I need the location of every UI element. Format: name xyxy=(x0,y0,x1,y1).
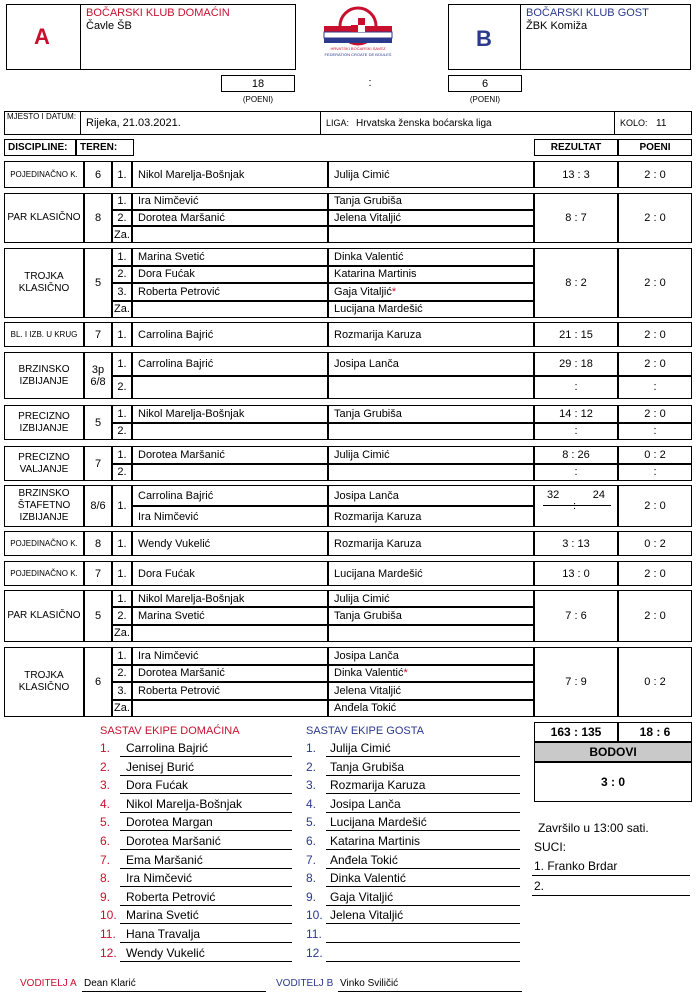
player-number: 1. xyxy=(112,161,132,188)
total-result xyxy=(534,722,618,742)
home-roster-player: Roberta Petrović xyxy=(126,889,216,904)
guest-roster-number: 7. xyxy=(306,852,317,867)
guest-player: Gaja Vitaljić * xyxy=(328,283,534,301)
guest-player: Josipa Lanča xyxy=(328,352,534,376)
discipline-cell xyxy=(4,446,84,481)
player-number: Za. xyxy=(112,625,132,642)
result-cell: 8 : 7 xyxy=(534,193,618,243)
player-number: 2. xyxy=(112,423,132,441)
total-points-value: 18 : 6 xyxy=(639,725,671,739)
home-roster-number: 6. xyxy=(100,834,111,848)
result-cell: 13 : 3 xyxy=(534,161,618,188)
player-number: 1. xyxy=(112,647,132,665)
teren-cell xyxy=(84,405,112,440)
guest-points-box xyxy=(448,75,522,92)
discipline-label: TROJKA KLASIČNO xyxy=(18,670,70,693)
home-player: Carrolina Bajrić xyxy=(132,322,328,347)
guest-roster-player: Dinka Valentić xyxy=(330,871,406,886)
guest-roster-player: Rozmarija Karuza xyxy=(330,778,426,793)
substitution-mark: * xyxy=(403,667,408,680)
home-points: 18 xyxy=(251,77,265,90)
home-player: Dora Fućak xyxy=(132,561,328,586)
points-cell: 2 : 0 xyxy=(618,248,692,318)
home-roster-number: 8. xyxy=(100,871,111,886)
teren-value: 3p 6/8 xyxy=(90,363,106,388)
teren-value: 5 xyxy=(94,277,102,289)
home-roster-number: 5. xyxy=(100,815,111,830)
round-value: 11 xyxy=(656,117,667,129)
guest-player: Julija Cimić xyxy=(328,446,534,464)
player-number: 2. xyxy=(112,376,132,400)
home-roster-player: Carrolina Bajrić xyxy=(126,741,209,755)
home-roster-number: 11. xyxy=(100,927,116,941)
guest-player: Rozmarija Karuza xyxy=(328,506,534,527)
points-cell: 2 : 0 xyxy=(618,485,692,527)
judge-2: 2. xyxy=(534,879,545,893)
teren-cell xyxy=(84,248,112,318)
teren-value: 6 xyxy=(94,676,102,688)
home-roster-player: Nikol Marelja-Bošnjak xyxy=(126,796,243,811)
guest-player: Josipa Lanča xyxy=(328,647,534,665)
home-points-label: (POENI) xyxy=(242,95,274,104)
home-player: Carrolina Bajrić xyxy=(132,485,328,506)
discipline-cell xyxy=(4,161,84,188)
league-label: LIGA: xyxy=(326,118,350,128)
discipline-label: POJEDINAČNO K. xyxy=(10,170,78,179)
guest-roster-player: Julija Cimić xyxy=(330,741,391,755)
home-roster-player: Marina Svetić xyxy=(126,908,199,923)
home-roster-number: 9. xyxy=(100,889,111,904)
guest-player: Katarina Martinis xyxy=(328,266,534,284)
discipline-cell xyxy=(4,485,84,527)
points-cell: : xyxy=(618,423,692,441)
home-team-title: SASTAV EKIPE DOMAĆINA xyxy=(100,725,240,737)
guest-roster-player: Katarina Martinis xyxy=(330,834,421,848)
home-roster-number: 12. xyxy=(100,945,117,960)
judges-label: SUCI: xyxy=(534,840,567,854)
teren-cell xyxy=(84,161,112,188)
result-cell: 32 24 : xyxy=(534,485,618,527)
bodovi-value: 3 : 0 xyxy=(600,775,625,789)
home-player xyxy=(132,423,328,441)
guest-roster-number: 5. xyxy=(306,815,317,830)
home-letter: A xyxy=(34,24,50,49)
home-roster-player: Ema Maršanić xyxy=(126,852,203,867)
result-cell: 13 : 0 xyxy=(534,561,618,586)
home-player xyxy=(132,226,328,243)
teren-value: 8/6 xyxy=(90,500,106,512)
discipline-label: POJEDINAČNO K. xyxy=(10,569,78,578)
league-value: Hrvatska ženska boćarska liga xyxy=(356,117,492,129)
guest-player: Tanja Grubiša xyxy=(328,607,534,624)
guest-roster-number: 8. xyxy=(306,871,317,886)
guest-player: Josipa Lanča xyxy=(328,485,534,506)
disciplines-label: DISCIPLINE: xyxy=(8,142,68,153)
points-cell: : xyxy=(618,464,692,482)
guest-roster-player: Gaja Vitaljić xyxy=(330,889,394,904)
player-number: 2. xyxy=(112,665,132,683)
player-number: 2. xyxy=(112,464,132,482)
player-number: 1. xyxy=(112,248,132,266)
points-cell: 2 : 0 xyxy=(618,161,692,188)
guest-points: 6 xyxy=(481,77,489,90)
discipline-cell xyxy=(4,405,84,440)
guest-player: Lucijana Mardešić xyxy=(328,561,534,586)
home-player: Nikol Marelja-Bošnjak xyxy=(132,405,328,423)
result-cell: 7 : 9 xyxy=(534,647,618,717)
discipline-label: PAR KLASIČNO xyxy=(7,212,81,223)
player-number: 1. xyxy=(112,561,132,586)
home-roster-player: Jenisej Burić xyxy=(126,759,195,774)
points-header-label: POENI xyxy=(639,142,671,153)
player-number: 2. xyxy=(112,266,132,284)
discipline-cell xyxy=(4,647,84,717)
discipline-cell xyxy=(4,352,84,399)
teren-cell xyxy=(84,322,112,347)
discipline-label: BRZINSKO ŠTAFETNO IZBIJANJE xyxy=(17,488,71,523)
guest-roster-player: Jelena Vitaljić xyxy=(330,908,404,923)
teren-cell xyxy=(84,485,112,527)
home-club-name: Čavle ŠB xyxy=(86,20,132,32)
home-roster-player: Ira Nimčević xyxy=(126,871,193,886)
guest-player xyxy=(328,376,534,400)
teren-value: 8 xyxy=(94,212,102,224)
home-player: Marina Svetić xyxy=(132,607,328,624)
guest-player xyxy=(328,226,534,243)
points-cell: 0 : 2 xyxy=(618,531,692,556)
guest-roster-number: 11. xyxy=(306,927,322,941)
discipline-cell xyxy=(4,322,84,347)
guest-roster-number: 12. xyxy=(306,945,323,960)
teren-value: 7 xyxy=(94,567,102,580)
home-player: Nikol Marelja-Bošnjak xyxy=(132,590,328,607)
guest-letter: B xyxy=(476,26,492,51)
guest-player: Dinka Valentić * xyxy=(328,665,534,683)
home-player xyxy=(132,376,328,400)
guest-team-title: SASTAV EKIPE GOSTA xyxy=(306,725,424,737)
teren-value: 6 xyxy=(94,168,102,181)
home-player xyxy=(132,700,328,718)
discipline-cell xyxy=(4,590,84,642)
home-points-box xyxy=(221,75,295,92)
guest-player: Tanja Grubiša xyxy=(328,193,534,210)
player-number: 1. xyxy=(112,485,132,527)
guest-club-label: BOČARSKI KLUB GOST xyxy=(526,7,649,19)
teren-value: 5 xyxy=(94,416,102,429)
field-label: TEREN: xyxy=(80,142,118,153)
place-label: MJESTO I DATUM: xyxy=(7,112,77,121)
player-number: 1. xyxy=(112,193,132,210)
logo-text-2: FEDERATION CROATE DE BOULES xyxy=(324,52,392,57)
result-cell: 8 : 26 xyxy=(534,446,618,464)
discipline-label: PAR KLASIČNO xyxy=(7,610,81,621)
player-number: 2. xyxy=(112,210,132,227)
home-club-label: BOČARSKI KLUB DOMAĆIN xyxy=(86,7,230,19)
points-cell: 2 : 0 xyxy=(618,193,692,243)
guest-player xyxy=(328,464,534,482)
points-cell: 2 : 0 xyxy=(618,322,692,347)
result-header-label: REZULTAT xyxy=(550,142,602,153)
home-roster-player: Hana Travalja xyxy=(126,927,201,941)
home-roster-number: 3. xyxy=(100,778,111,793)
discipline-cell xyxy=(4,248,84,318)
discipline-label: BL. I IZB. U KRUG xyxy=(10,330,78,339)
points-separator: : xyxy=(368,77,372,89)
home-player: Roberta Petrović xyxy=(132,283,328,301)
home-player: Ira Nimčević xyxy=(132,193,328,210)
discipline-label: BRZINSKO IZBIJANJE xyxy=(18,363,70,387)
guest-roster-number: 1. xyxy=(306,741,317,755)
points-cell: 0 : 2 xyxy=(618,647,692,717)
result-cell: 7 : 6 xyxy=(534,590,618,642)
guest-player xyxy=(328,423,534,441)
home-player: Dorotea Maršanić xyxy=(132,446,328,464)
teren-cell xyxy=(84,193,112,243)
total-result-value: 163 : 135 xyxy=(550,725,602,739)
guest-points-label: (POENI) xyxy=(469,95,501,104)
player-number: Za. xyxy=(112,700,132,718)
player-number: Za. xyxy=(112,226,132,243)
home-roster-number: 4. xyxy=(100,796,111,811)
round-label: KOLO: xyxy=(620,118,648,128)
home-roster-number: 10. xyxy=(100,908,117,923)
discipline-label: POJEDINAČNO K. xyxy=(10,539,78,548)
home-roster-player: Dorotea Margan xyxy=(126,815,213,830)
home-player xyxy=(132,625,328,642)
home-player: Dora Fućak xyxy=(132,266,328,284)
player-number: 1. xyxy=(112,322,132,347)
points-cell: 2 : 0 xyxy=(618,405,692,423)
teren-value: 7 xyxy=(94,457,102,470)
home-player: Ira Nimčević xyxy=(132,506,328,527)
guest-player: Rozmarija Karuza xyxy=(328,322,534,347)
guest-roster-number: 2. xyxy=(306,759,317,774)
discipline-label: TROJKA KLASIČNO xyxy=(18,271,70,294)
points-cell: : xyxy=(618,376,692,400)
guest-player: Rozmarija Karuza xyxy=(328,531,534,556)
discipline-cell xyxy=(4,193,84,243)
logo-text-1: HRVATSKI BOĆARSKI SAVEZ xyxy=(330,46,386,51)
player-number: 3. xyxy=(112,682,132,700)
home-player: Roberta Petrović xyxy=(132,682,328,700)
home-player: Dorotea Maršanić xyxy=(132,665,328,683)
coach-guest-label: VODITELJ B xyxy=(276,978,334,989)
points-cell: 2 : 0 xyxy=(618,561,692,586)
home-player: Ira Nimčević xyxy=(132,647,328,665)
home-player: Marina Svetić xyxy=(132,248,328,266)
player-number: Za. xyxy=(112,301,132,319)
discipline-label: PRECIZNO VALJANJE xyxy=(18,451,70,475)
guest-player: Jelena Vitaljić xyxy=(328,210,534,227)
result-cell: 21 : 15 xyxy=(534,322,618,347)
guest-roster-number: 3. xyxy=(306,778,317,793)
result-cell: 3 : 13 xyxy=(534,531,618,556)
home-roster-number: 2. xyxy=(100,759,111,774)
bodovi-box xyxy=(534,762,692,802)
discipline-cell xyxy=(4,561,84,586)
substitution-mark: * xyxy=(391,285,397,298)
place-value: Rijeka, 21.03.2021. xyxy=(86,117,181,129)
teren-value: 7 xyxy=(94,328,102,341)
home-roster-number: 7. xyxy=(100,852,111,867)
judge-1: 1. Franko Brdar xyxy=(534,859,618,873)
guest-roster-player: Lucijana Mardešić xyxy=(330,815,427,830)
guest-player: Jelena Vitaljić xyxy=(328,682,534,700)
coach-home-label: VODITELJ A xyxy=(20,978,77,989)
home-player: Nikol Marelja-Bošnjak xyxy=(132,161,328,188)
player-number: 1. xyxy=(112,531,132,556)
guest-player: Tanja Grubiša xyxy=(328,405,534,423)
guest-roster-number: 6. xyxy=(306,834,317,848)
player-number: 1. xyxy=(112,446,132,464)
player-number: 1. xyxy=(112,352,132,376)
points-header xyxy=(618,139,692,156)
home-roster-player: Dora Fućak xyxy=(126,778,189,793)
bodovi-label: BODOVI xyxy=(589,745,637,759)
guest-player: Julija Cimić xyxy=(328,161,534,188)
teren-cell xyxy=(84,647,112,717)
home-player: Carrolina Bajrić xyxy=(132,352,328,376)
result-cell: : xyxy=(534,423,618,441)
result-header xyxy=(534,139,618,156)
teren-cell xyxy=(84,531,112,556)
player-number: 1. xyxy=(112,405,132,423)
guest-roster-number: 9. xyxy=(306,889,317,904)
guest-roster-player: Tanja Grubiša xyxy=(330,759,405,774)
guest-player: Anđela Tokić xyxy=(328,700,534,718)
bodovi-header xyxy=(534,742,692,762)
player-number: 2. xyxy=(112,607,132,624)
finished-text: Završilo u 13:00 sati. xyxy=(538,821,649,835)
guest-roster-number: 4. xyxy=(306,796,317,811)
points-cell: 2 : 0 xyxy=(618,352,692,376)
discipline-label: PRECIZNO IZBIJANJE xyxy=(18,410,70,434)
total-points xyxy=(618,722,692,742)
teren-cell xyxy=(84,561,112,586)
teren-cell xyxy=(84,590,112,642)
guest-player: Julija Cimić xyxy=(328,590,534,607)
points-cell: 0 : 2 xyxy=(618,446,692,464)
home-player: Dorotea Maršanić xyxy=(132,210,328,227)
guest-player: Lucijana Mardešić xyxy=(328,301,534,319)
result-cell: 8 : 2 xyxy=(534,248,618,318)
home-player: Wendy Vukelić xyxy=(132,531,328,556)
player-number: 1. xyxy=(112,590,132,607)
coach-guest-name: Vinko Sviličić xyxy=(340,978,399,989)
guest-roster-player: Anđela Tokić xyxy=(330,852,398,867)
points-cell: 2 : 0 xyxy=(618,590,692,642)
home-player xyxy=(132,301,328,319)
guest-roster-number: 10. xyxy=(306,908,323,923)
teren-cell xyxy=(84,352,112,399)
home-roster-player: Dorotea Maršanić xyxy=(126,834,221,848)
result-cell: 29 : 18 xyxy=(534,352,618,376)
home-roster-player: Wendy Vukelić xyxy=(126,945,205,960)
teren-value: 5 xyxy=(94,610,102,622)
guest-player xyxy=(328,625,534,642)
player-number: 3. xyxy=(112,283,132,301)
guest-club-name: ŽBK Komiža xyxy=(526,20,588,32)
home-roster-number: 1. xyxy=(100,741,111,755)
guest-roster-player: Josipa Lanča xyxy=(330,796,401,811)
result-cell: : xyxy=(534,464,618,482)
coach-home-name: Dean Klarić xyxy=(84,978,136,989)
guest-player: Dinka Valentić xyxy=(328,248,534,266)
teren-cell xyxy=(84,446,112,481)
result-cell: 14 : 12 xyxy=(534,405,618,423)
result-cell: : xyxy=(534,376,618,400)
home-player xyxy=(132,464,328,482)
discipline-cell xyxy=(4,531,84,556)
teren-value: 8 xyxy=(94,537,102,550)
